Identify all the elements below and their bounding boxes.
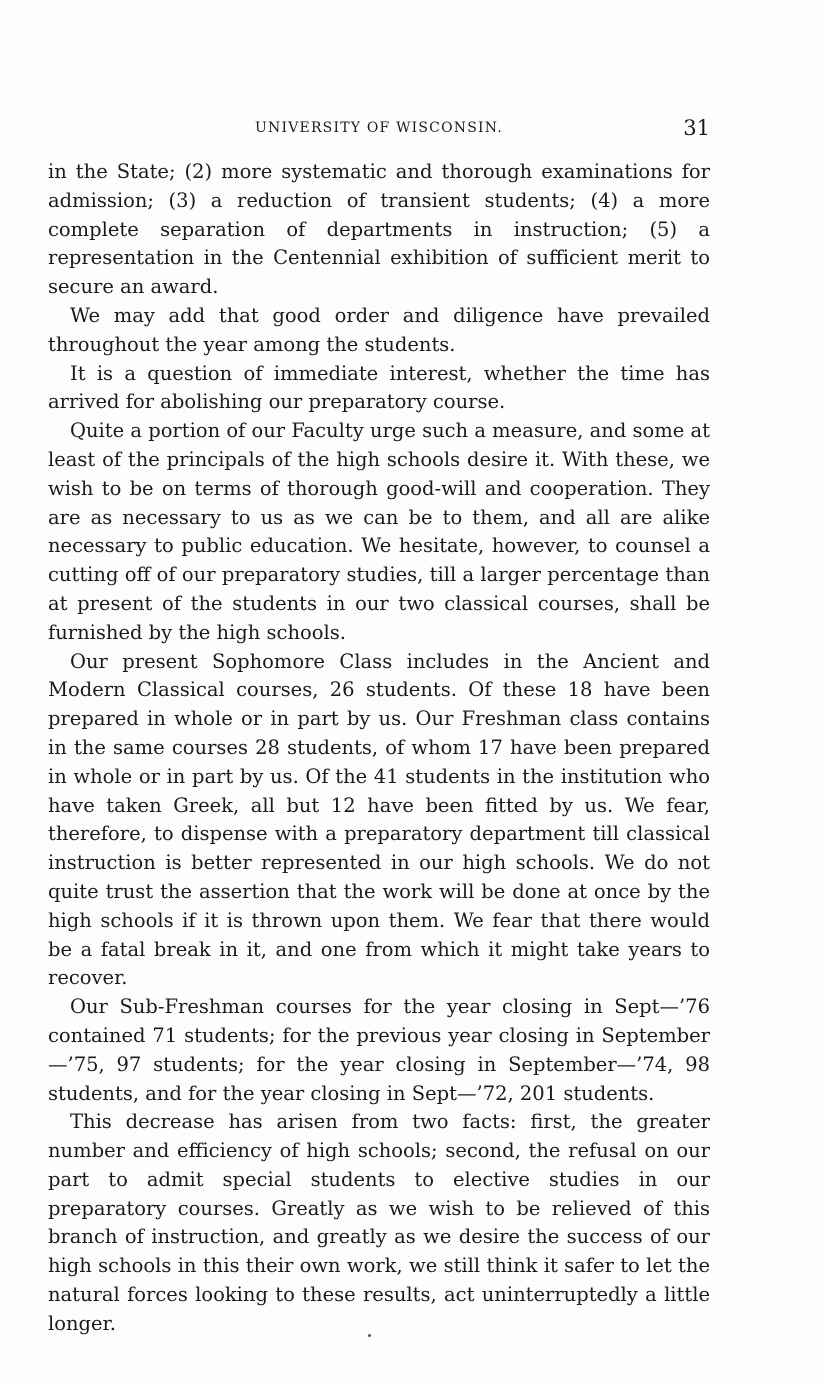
running-title: UNIVERSITY OF WISCONSIN.: [255, 120, 503, 136]
paragraph-preparatory-question: It is a question of immediate interest, whether the time has arrived for abolishing our preparatory course.: [48, 361, 710, 414]
paragraph-order-diligence: We may add that good order and diligence have prevailed throughout the year among the students.: [48, 303, 710, 356]
body-text: [48, 158, 710, 1339]
paragraph-faculty-opinion: Quite a portion of our Faculty urge such a measure, and some at least of the principals of the high schools desire it. With these, we wish to be on terms of thorough good-will and cooperation. They are as necessary to us as we can be to them, and all are alike necessary to public education. We hesitate, however, to counsel a cutting off of our preparatory studies, till a larger percentage than at present of the students in our two classical courses, shall be furnished by the high schools.: [48, 419, 710, 644]
paragraph-decrease: This decrease has arisen from two facts: first, the greater number and efficiency of high schools; second, the refusal on our part to admit special students to elective studies in our preparatory courses. Greatly as we wish to be relieved of this branch of instruction, and greatly as we desire the success of our high schools in this their own work, we still think it safer to let the natural forces looking to these results, act uninterruptedly a little longer.: [48, 1110, 710, 1335]
page-number: 31: [683, 116, 710, 140]
paragraph-continuation: in the State; (2) more systematic and thorough examinations for admission; (3) a reduction of transient students; (4) a more complete separation of departments in instruction; (5) a representation in the Centennial exhibition of sufficient merit to secure an award.: [48, 160, 710, 299]
paragraph-class-statistics: Our present Sophomore Class includes in the Ancient and Modern Classical courses, 26 students. Of these 18 have been prepared in whole or in part by us. Our Freshman class contains in the same courses 28 students, of whom 17 have been prepared in whole or in part by us. Of the 41 students in the institution who have taken Greek, all but 12 have been fitted by us. We fear, therefore, to dispense with a preparatory department till classical instruction is better represented in our high schools. We do not quite trust the assertion that the work will be done at once by the high schools if it is thrown upon them. We fear that there would be a fatal break in it, and one from which it might take years to recover.: [48, 649, 710, 990]
print-speck: [368, 1334, 371, 1337]
running-head: [48, 116, 710, 142]
paragraph-sub-freshman: Our Sub-Freshman courses for the year closing in Sept—’76 contained 71 students; for the previous year closing in September —’75, 97 students; for the year closing in September—’74, 98 students, and for the year closing in Sept—’72, 201 students.: [48, 995, 710, 1105]
